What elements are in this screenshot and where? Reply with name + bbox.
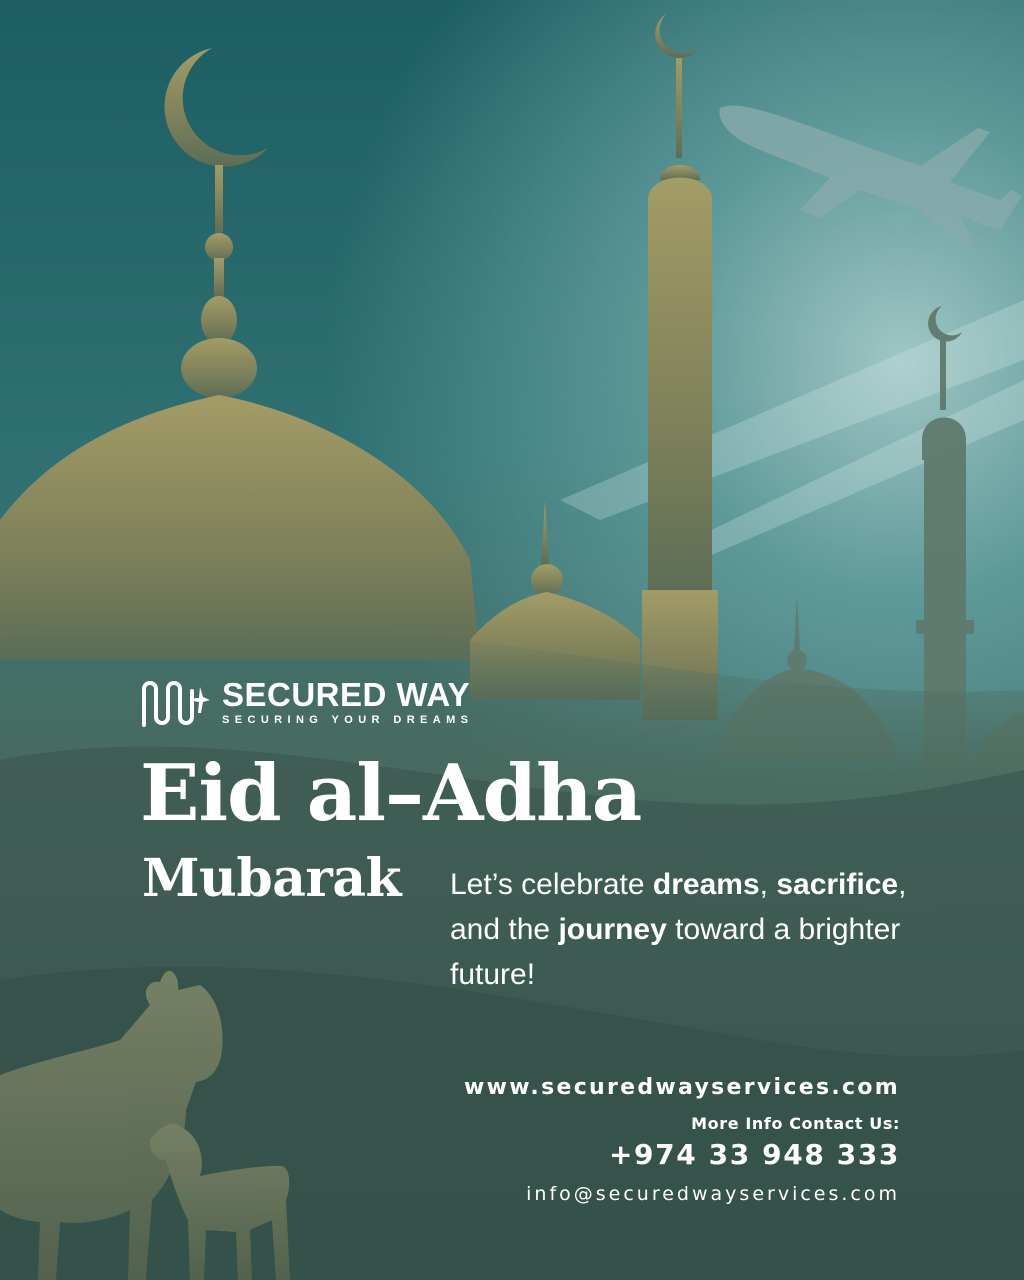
secured-way-logo-icon xyxy=(140,677,210,729)
website-link[interactable]: www.securedwayservices.com xyxy=(463,1075,900,1100)
headline-eid-al-adha: Eid al–Adha xyxy=(140,748,642,839)
phone-number[interactable]: +974 33 948 333 xyxy=(608,1138,900,1171)
brand-tagline: SECURING YOUR DREAMS xyxy=(222,714,474,726)
email-link[interactable]: info@securedwayservices.com xyxy=(526,1183,900,1205)
crescent-moon-icon xyxy=(164,48,268,167)
crescent-moon-icon xyxy=(655,14,700,58)
crescent-moon-icon xyxy=(928,306,962,342)
message-text: toward a brighter future! xyxy=(450,913,901,991)
brand-name: SECURED WAY xyxy=(222,676,471,713)
message-text: Let’s celebrate xyxy=(450,868,653,901)
headline-mubarak: Mubarak xyxy=(142,848,402,909)
mosque-silhouette xyxy=(0,14,718,720)
airplane-silhouette xyxy=(719,105,1022,248)
message-bold-dreams: dreams xyxy=(652,868,760,901)
message-text: , and the xyxy=(450,868,907,946)
contact-label: More Info Contact Us: xyxy=(691,1114,900,1133)
message-bold-sacrifice: sacrifice xyxy=(776,868,899,901)
greeting-message xyxy=(450,862,920,997)
message-bold-journey: journey xyxy=(558,913,667,946)
message-text: , xyxy=(759,868,777,901)
